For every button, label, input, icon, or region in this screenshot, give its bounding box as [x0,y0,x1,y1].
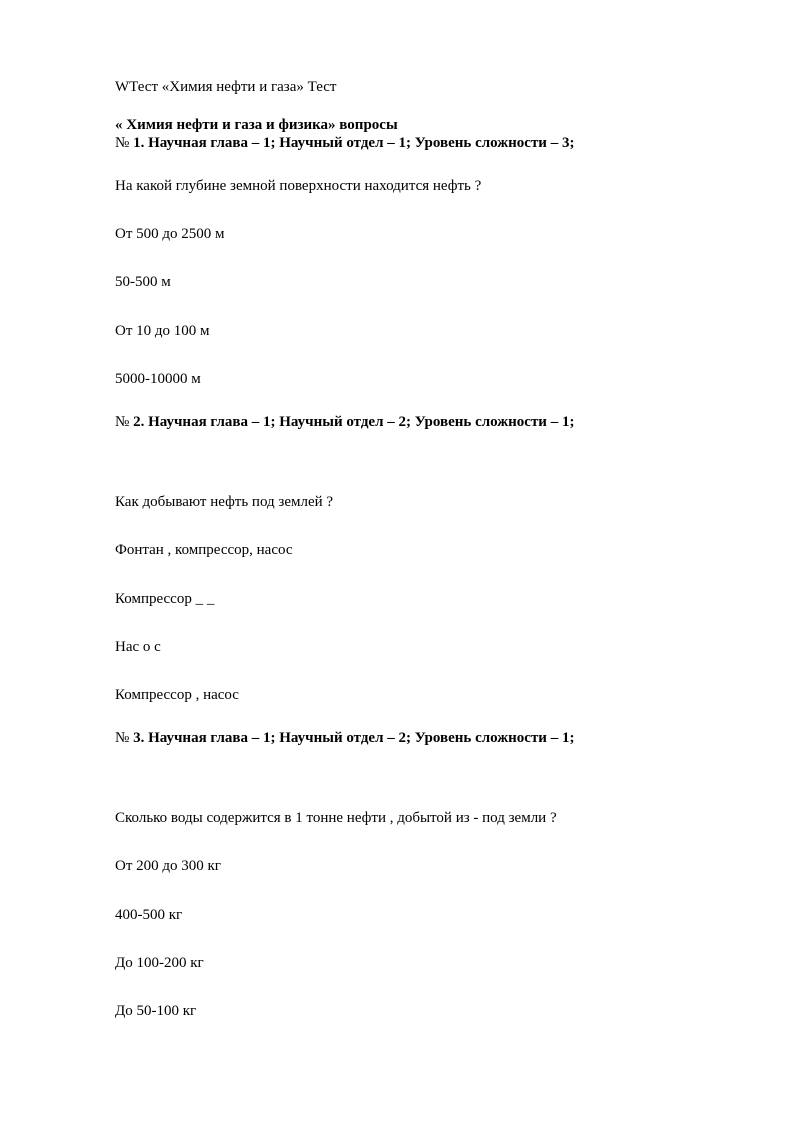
question-number-sign: № [115,135,134,151]
document-title: WТест «Химия нефти и газа» Тест [115,79,337,95]
question-1-option-1: От 500 до 2500 м [115,226,225,242]
question-3-option-3: До 100-200 кг [115,955,204,971]
question-1-option-4: 5000-10000 м [115,371,201,387]
question-3-option-1: От 200 до 300 кг [115,858,221,874]
question-1-option-2: 50-500 м [115,274,171,290]
question-header-text: 3. Научная глава – 1; Научный отдел – 2; Уровень сложности – 1; [133,730,575,746]
question-3-header [115,729,574,747]
document-subtitle: « Химия нефти и газа и физика» вопросы [115,117,398,133]
question-3-option-2: 400-500 кг [115,907,183,923]
question-number-sign: № [115,414,134,430]
question-header-text: 1. Научная глава – 1; Научный отдел – 1; Уровень сложности – 3; [133,135,575,151]
question-number-sign: № [115,730,134,746]
question-2-option-2: Компрессор _ _ [115,591,215,607]
question-2-option-1: Фонтан , компрессор, насос [115,542,293,558]
question-header-text: 2. Научная глава – 1; Научный отдел – 2; Уровень сложности – 1; [133,414,575,430]
question-2-text: Как добывают нефть под землей ? [115,494,334,510]
question-3-option-4: До 50-100 кг [115,1003,197,1019]
question-1-option-3: От 10 до 100 м [115,323,210,339]
question-1-header [115,134,574,152]
question-1-text: На какой глубине земной поверхности находится нефть ? [115,178,482,194]
question-2-header [115,413,574,431]
question-3-text: Сколько воды содержится в 1 тонне нефти , добытой из - под земли ? [115,810,557,826]
question-2-option-3: Нас о с [115,639,161,655]
question-2-option-4: Компрессор , насос [115,687,239,703]
